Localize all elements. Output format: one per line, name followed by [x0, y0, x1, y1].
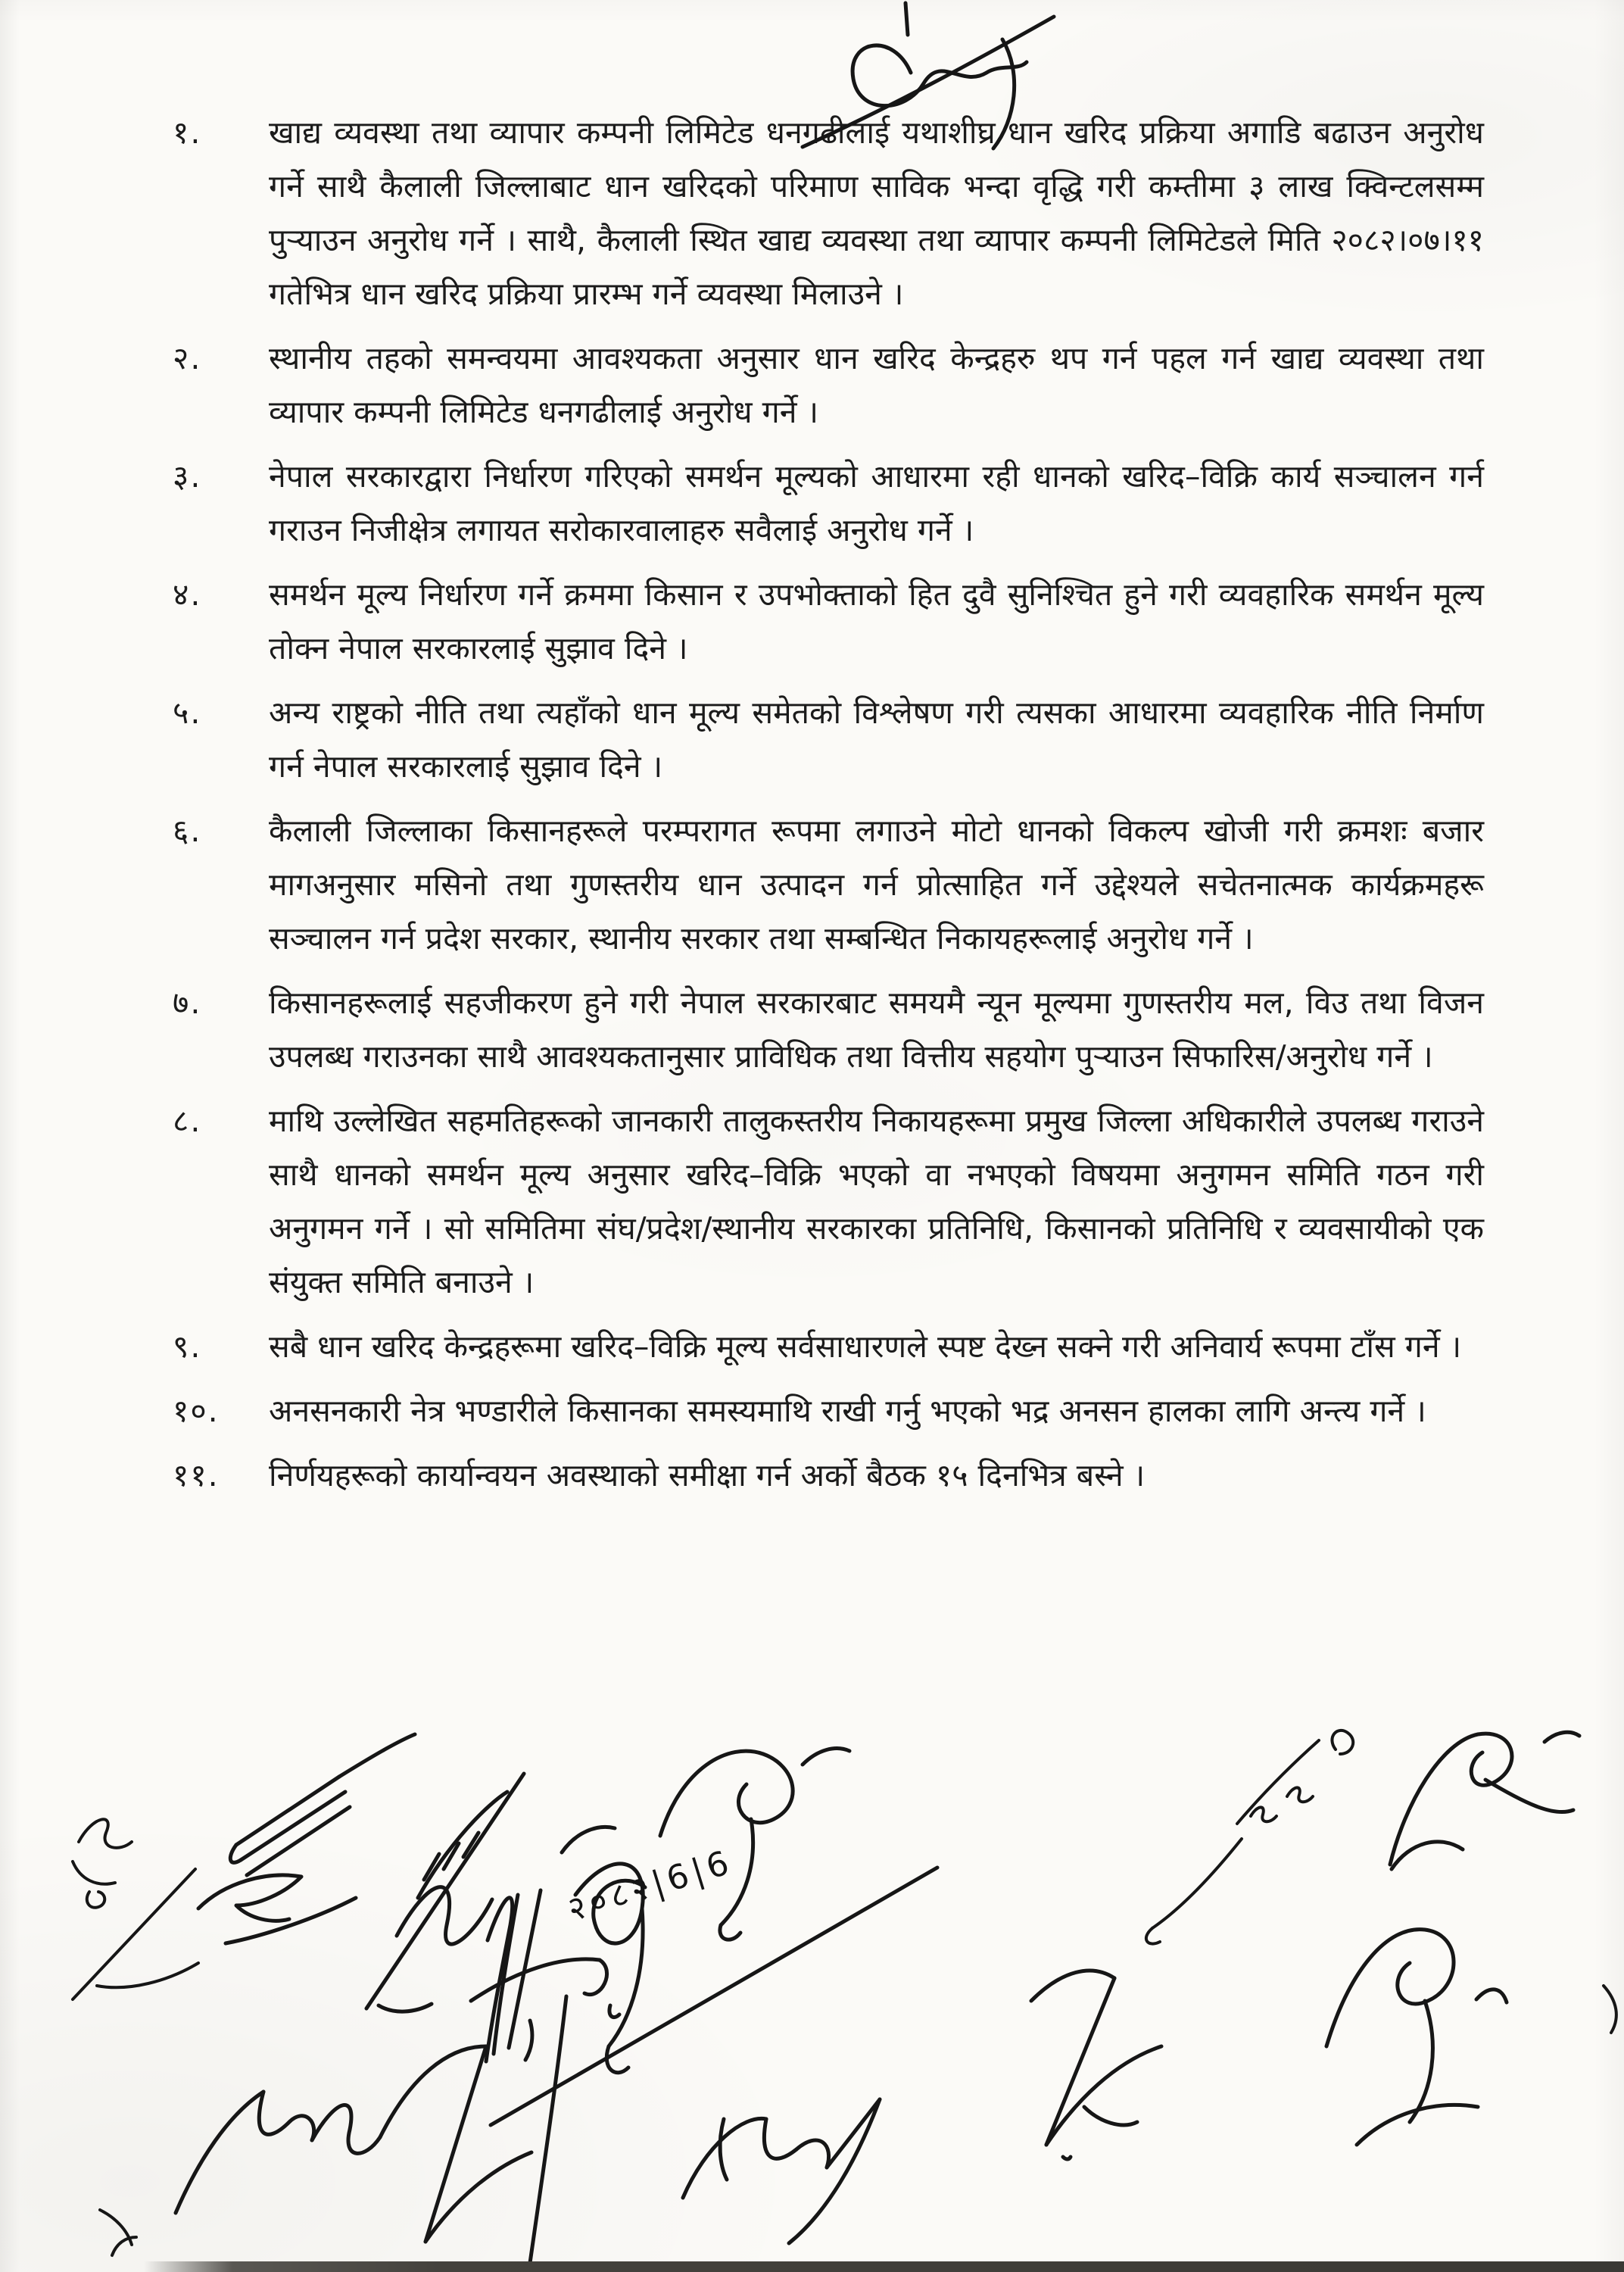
signature-slash: [366, 1774, 524, 2011]
item-number: ११.: [173, 1457, 220, 1493]
scan-bottom-edge: [144, 2261, 1624, 2272]
signature-bottom-right-loops: [1326, 1930, 1507, 2145]
item-text: अनसनकारी नेत्र भण्डारीले किसानका समस्यमाथि राखी गर्नु भएको भद्र अनसन हालका लागि अन्त्य गर्ने ।: [269, 1393, 1426, 1429]
signature-cross: [1031, 1971, 1161, 2159]
item-number: २.: [173, 340, 202, 376]
signature-right-edge-mark: [1604, 1986, 1616, 2033]
item-text: निर्णयहरूको कार्यान्वयन अवस्थाको समीक्षा गर्न अर्को बैठक १५ दिनभित्र बस्ने ।: [269, 1457, 1146, 1493]
signature-bottom-left: [176, 1996, 566, 2263]
list-item: [173, 686, 1484, 794]
item-text: सबै धान खरिद केन्द्रहरूमा खरिद–विक्रि मूल्य सर्वसाधारणले स्पष्ट देख्न सक्ने गरी अनिवार्य रूपमा टाँस गर्ने ।: [269, 1328, 1462, 1365]
item-number: ७.: [173, 985, 202, 1021]
item-number: १.: [173, 114, 202, 151]
decision-list: [173, 106, 1484, 1513]
item-text: स्थानीय तहको समन्वयमा आवश्यकता अनुसार धान खरिद केन्द्रहरु थप गर्न पहल गर्न खाद्य व्यवस्था तथा व्यापार कम्पनी लिमिटेड धनगढीलाई अनुरोध गर्ने ।: [269, 340, 1484, 430]
item-text: खाद्य व्यवस्था तथा व्यापार कम्पनी लिमिटेड धनगढीलाई यथाशीघ्र धान खरिद प्रक्रिया अगाडि बढाउन अनुरोध गर्ने साथै कैलाली जिल्लाबाट धान खरिदको परिमाण साविक भन्दा वृद्धि गरी कम्तीमा ३ लाख क्विन्टलसम्म पुऱ्याउन अनुरोध गर्ने । साथै, कैलाली स्थित खाद्य व्यवस्था तथा व्यापार कम्पनी लिमिटेडले मिति २०८२।०७।११ गतेभित्र धान खरिद प्रक्रिया प्रारम्भ गर्ने व्यवस्था मिलाउने ।: [269, 114, 1484, 312]
list-item: [173, 804, 1484, 966]
item-text: अन्य राष्ट्रको नीति तथा त्यहाँको धान मूल्य समेतको विश्लेषण गरी त्यसका आधारमा व्यवहारिक नीति निर्माण गर्न नेपाल सरकारलाई सुझाव दिने ।: [269, 694, 1484, 785]
signature-double-loop: [1390, 1732, 1579, 1869]
item-number: ८.: [173, 1103, 202, 1139]
item-text: समर्थन मूल्य निर्धारण गर्ने क्रममा किसान र उपभोक्ताको हित दुवै सुनिश्चित हुने गरी व्यवहारिक समर्थन मूल्य तोक्न नेपाल सरकारलाई सुझाव दिने ।: [269, 576, 1484, 666]
item-number: ९.: [173, 1328, 202, 1365]
item-text: नेपाल सरकारद्वारा निर्धारण गरिएको समर्थन मूल्यको आधारमा रही धानको खरिद–विक्रि कार्य सञ्चालन गर्न गराउन निजीक्षेत्र लगायत सरोकारवालाहरु सवैलाई अनुरोध गर्ने ।: [269, 458, 1484, 548]
signature-loop: [562, 1827, 645, 2072]
item-number: १०.: [173, 1393, 220, 1429]
list-item: [173, 1449, 1484, 1503]
list-item: [173, 1094, 1484, 1309]
signature-left-scribble: [73, 1819, 198, 1999]
signature-curl: [660, 1749, 849, 1940]
item-number: ३.: [173, 458, 202, 495]
item-text: किसानहरूलाई सहजीकरण हुने गरी नेपाल सरकारबाट समयमै न्यून मूल्यमा गुणस्तरीय मल, विउ तथा विजन उपलब्ध गराउनका साथै आवश्यकतानुसार प्राविधिक तथा वित्तीय सहयोग पुऱ्याउन सिफारिस/अनुरोध गर्ने ।: [269, 985, 1484, 1075]
list-item: [173, 332, 1484, 439]
signature-with-date: [471, 1868, 937, 2125]
item-number: ६.: [173, 813, 202, 849]
item-number: ५.: [173, 694, 202, 731]
list-item: [173, 568, 1484, 676]
list-item: [173, 1320, 1484, 1374]
list-item: [173, 450, 1484, 557]
item-text: माथि उल्लेखित सहमतिहरूको जानकारी तालुकस्तरीय निकायहरूमा प्रमुख जिल्ला अधिकारीले उपलब्ध गराउने साथै धानको समर्थन मूल्य अनुसार खरिद–विक्रि भएको वा नभएको विषयमा अनुगमन समिति गठन गरी अनुगमन गर्ने । सो समितिमा संघ/प्रदेश/स्थानीय सरकारका प्रतिनिधि, किसानको प्रतिनिधि र व्यवसायीको एक संयुक्त समिति बनाउने ।: [269, 1103, 1484, 1300]
signature-bottom-middle: [683, 2099, 880, 2243]
handwritten-date: २०८२|6|6: [563, 1842, 738, 1930]
signature-script: [1146, 1731, 1353, 1944]
list-item: [173, 976, 1484, 1084]
list-item: [173, 1384, 1484, 1438]
item-number: ४.: [173, 576, 202, 613]
signature-faint-mark: [100, 2210, 136, 2255]
list-item: [173, 106, 1484, 321]
item-text: कैलाली जिल्लाका किसानहरूले परम्परागत रूपमा लगाउने मोटो धानको विकल्प खोजी गरी क्रमशः बजार मागअनुसार मसिनो तथा गुणस्तरीय धान उत्पादन गर्न प्रोत्साहित गर्ने उद्देश्यले सचेतनात्मक कार्यक्रमहरू सञ्चालन गर्न प्रदेश सरकार, स्थानीय सरकार तथा सम्बन्धित निकायहरूलाई अनुरोध गर्ने ।: [269, 813, 1484, 957]
signature-dash-scribble: [198, 1734, 415, 1943]
